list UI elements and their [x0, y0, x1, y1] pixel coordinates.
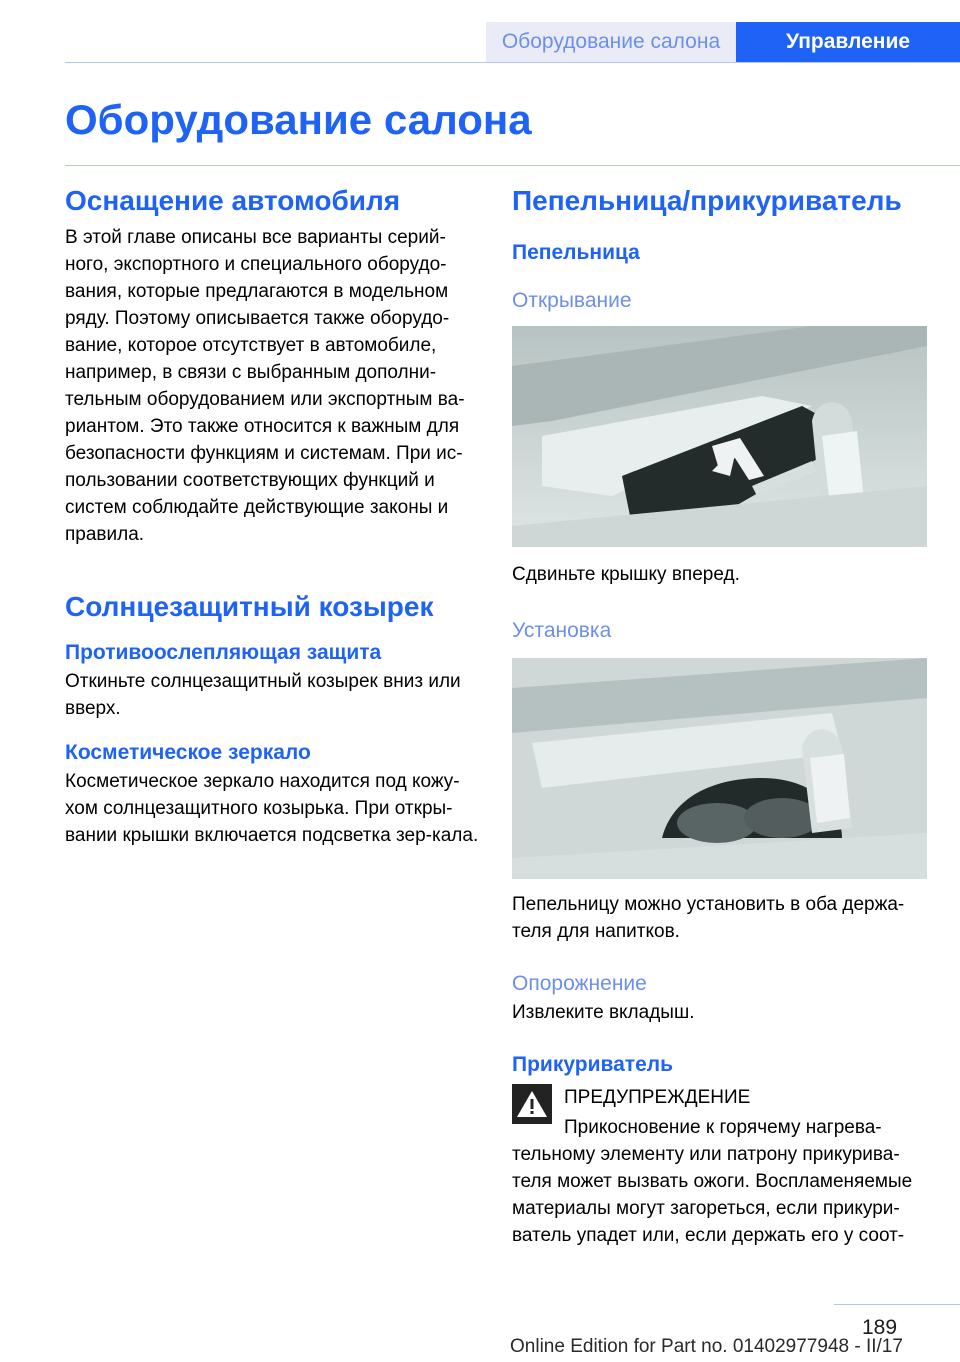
ashtray-install-photo [512, 658, 927, 879]
ashtray-heading: Пепельница [512, 241, 640, 264]
opening-caption: Сдвиньте крышку вперед. [512, 564, 740, 585]
warning-paragraph: Прикосновение к горячему нагрева-тельному элементу или патрону прикурива-теля может вызвать ожоги. Воспламеняемые материалы могут загореться, если прикури-ватель упадет или, если держать его у соот- [512, 1117, 913, 1246]
section-tab[interactable]: Оборудование салона [486, 22, 736, 62]
equipment-paragraph: В этой главе описаны все варианты серий-ного, экспортного и специального оборудо-вания, которые предлагаются в модельном ряду. Поэтому описывается также оборудо-вание, которое отсутствует в автомобиле, например, в связи с выбранным дополни-тельным оборудованием или экспортным ва-риантом. Это также относится к важным для безопасности функциям и системам. При ис-пользовании соответствующих функций и систем соблюдайте действующие законы и правила. [65, 227, 465, 545]
install-caption: Пепельницу можно установить в оба держа-теля для напитков. [512, 894, 905, 942]
opening-heading: Открывание [512, 289, 632, 312]
install-heading: Установка [512, 619, 612, 642]
ashtray-lighter-heading: Пепельница/прикуриватель [512, 185, 902, 216]
header-tabs [486, 22, 960, 62]
antiglare-paragraph: Откиньте солнцезащитный козырек вниз или вверх. [65, 671, 461, 719]
sunvisor-heading: Солнцезащитный козырек [65, 591, 434, 622]
footer-divider [834, 1304, 960, 1305]
chapter-tab[interactable]: Управление [736, 22, 960, 62]
emptying-heading: Опорожнение [512, 972, 647, 995]
antiglare-heading: Противоослепляющая защита [65, 641, 382, 664]
warning-label: ПРЕДУПРЕЖДЕНИЕ [564, 1087, 751, 1108]
equipment-heading: Оснащение автомобиля [65, 185, 401, 216]
lighter-heading: Прикуриватель [512, 1053, 674, 1076]
right-column [512, 180, 932, 1249]
emptying-paragraph: Извлеките вкладыш. [512, 1002, 695, 1023]
header-divider [65, 62, 960, 63]
ashtray-opening-photo [512, 326, 927, 547]
mirror-paragraph: Косметическое зеркало находится под кожу-хом солнцезащитного козырька. При откры-вании крышки включается подсветка зер-кала. [65, 771, 479, 846]
footer-edition: Online Edition for Part no. 01402977948 - II/17 [510, 1336, 903, 1357]
page-number: 189 [862, 1316, 898, 1339]
mirror-heading: Косметическое зеркало [65, 741, 311, 764]
warning-block [512, 1084, 932, 1249]
page-title: Оборудование салона [65, 96, 532, 143]
left-column [65, 180, 480, 849]
warning-first-line [512, 1114, 932, 1249]
warning-triangle-icon [512, 1084, 552, 1124]
title-divider [65, 165, 960, 166]
